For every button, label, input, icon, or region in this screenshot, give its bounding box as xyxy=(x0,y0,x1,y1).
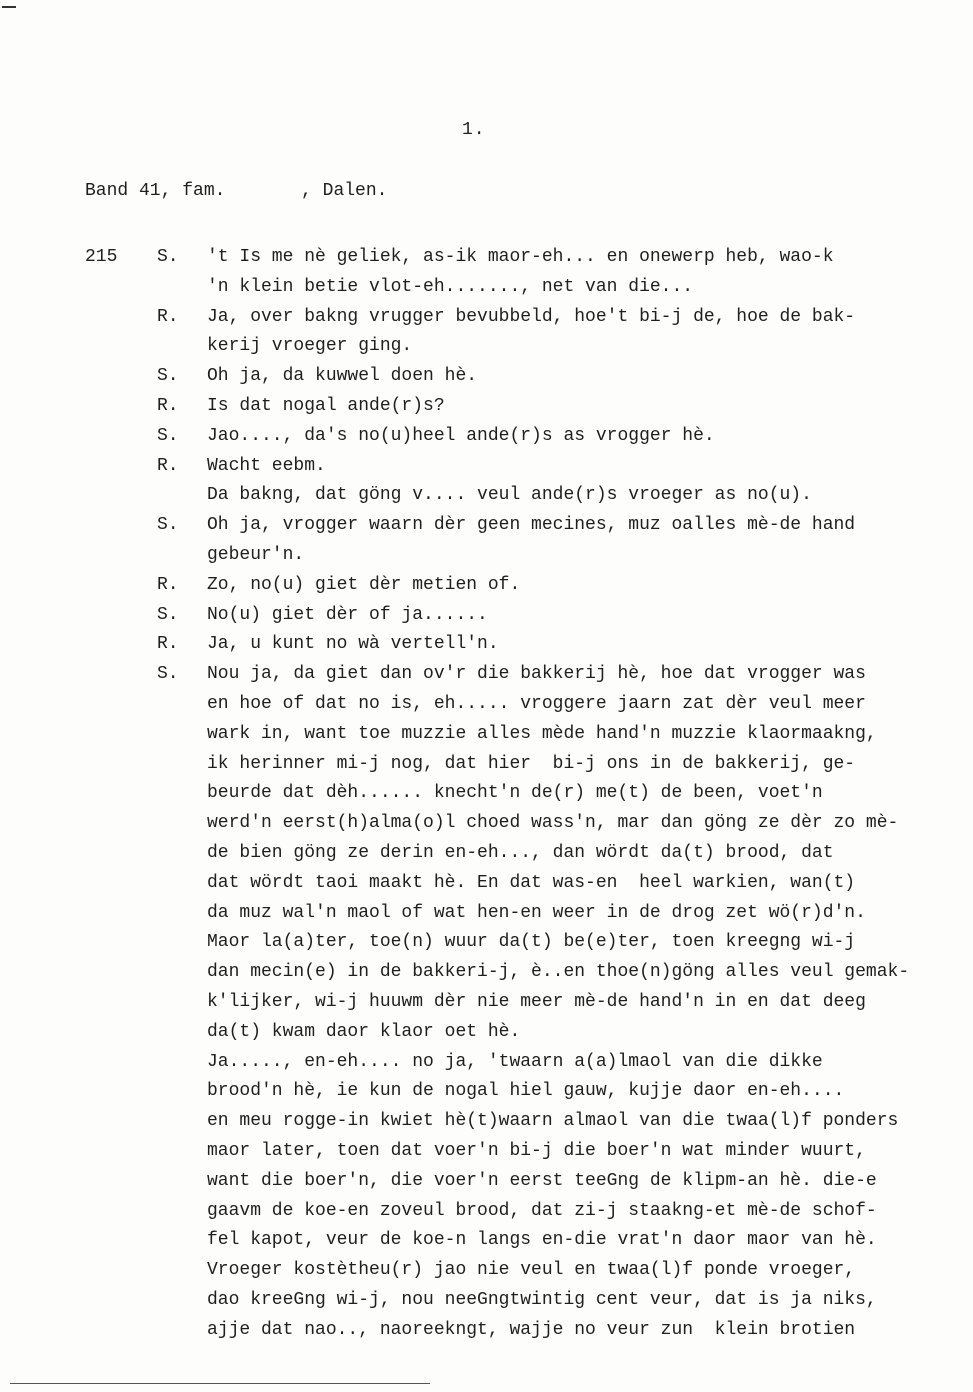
transcript-line xyxy=(85,690,955,720)
transcript-line xyxy=(85,1018,955,1048)
speaker-label: S. xyxy=(157,604,179,625)
transcript-line xyxy=(85,362,955,392)
transcript-line xyxy=(85,1137,955,1167)
document-header: Band 41, fam. , Dalen. xyxy=(85,181,388,201)
line-text: Oh ja, vrogger waarn dèr geen mecines, muz oalles mè-de hand xyxy=(207,515,856,536)
line-text: fel kapot, veur de koe-n langs en-die vrat'n daor maor van hè. xyxy=(207,1230,877,1251)
transcript-line xyxy=(85,1226,955,1256)
transcript-line xyxy=(85,779,955,809)
line-text: beurde dat dèh...... knecht'n de(r) me(t) de been, voet'n xyxy=(207,783,823,804)
speaker-label: R. xyxy=(157,574,179,595)
line-text: Wacht eebm. xyxy=(207,455,326,476)
speaker-label: S. xyxy=(157,247,179,267)
transcript-line xyxy=(85,273,955,303)
transcript-line xyxy=(85,1197,955,1227)
line-text: dan mecin(e) in de bakkeri-j, è..en thoe(n)göng alles veul gemak- xyxy=(207,962,910,983)
transcript-line xyxy=(85,422,955,452)
line-text: Maor la(a)ter, toe(n) wuur da(t) be(e)ter, toen kreegng wi-j xyxy=(207,932,856,953)
transcript-line xyxy=(85,1077,955,1107)
page-number: 1. xyxy=(462,120,486,140)
transcript-line xyxy=(85,1048,955,1078)
transcript-line xyxy=(85,1256,955,1286)
transcript-line xyxy=(85,630,955,660)
speaker-label: R. xyxy=(157,306,179,327)
line-text: da muz wal'n maol of wat hen-en weer in de drog zet wö(r)d'n. xyxy=(207,902,866,923)
line-text: 'n klein betie vlot-eh......., net van die... xyxy=(207,276,694,297)
transcript-body xyxy=(85,243,955,1345)
line-text: brood'n hè, ie kun de nogal hiel gauw, kujje daor en-eh.... xyxy=(207,1081,845,1102)
transcript-line xyxy=(85,720,955,750)
line-text: da(t) kwam daor klaor oet hè. xyxy=(207,1021,521,1042)
line-text: 't Is me nè geliek, as-ik maor-eh... en onewerp heb, wao-k xyxy=(207,247,834,267)
line-text: wark in, want toe muzzie alles mède hand'n muzzie klaormaakng, xyxy=(207,723,877,744)
transcript-line xyxy=(85,1107,955,1137)
transcript-line xyxy=(85,243,955,273)
line-text: Ja, u kunt no wà vertell'n. xyxy=(207,634,499,655)
transcript-line xyxy=(85,928,955,958)
speaker-label: R. xyxy=(157,395,179,416)
line-text: maor later, toen dat voer'n bi-j die boer'n wat minder wuurt, xyxy=(207,1140,866,1161)
line-text: gebeur'n. xyxy=(207,544,305,565)
transcript-line xyxy=(85,899,955,929)
transcript-line xyxy=(85,571,955,601)
line-text: Nou ja, da giet dan ov'r die bakkerij hè, hoe dat vrogger was xyxy=(207,664,866,685)
transcript-line xyxy=(85,660,955,690)
line-text: Ja, over bakng vrugger bevubbeld, hoe't bi-j de, hoe de bak- xyxy=(207,306,856,327)
transcript-line xyxy=(85,1167,955,1197)
line-text: Zo, no(u) giet dèr metien of. xyxy=(207,574,521,595)
transcript-line xyxy=(85,839,955,869)
line-text: Vroeger kostètheu(r) jao nie veul en twaa(l)f ponde vroeger, xyxy=(207,1260,856,1281)
line-text: Jao...., da's no(u)heel ande(r)s as vrogger hè. xyxy=(207,425,715,446)
transcript-line xyxy=(85,541,955,571)
line-text: gaavm de koe-en zoveul brood, dat zi-j staakng-et mè-de schof- xyxy=(207,1200,877,1221)
transcript-line xyxy=(85,511,955,541)
line-text: Da bakng, dat göng v.... veul ande(r)s vroeger as no(u). xyxy=(207,485,812,506)
line-text: want die boer'n, die voer'n eerst teeGng de klipm-an hè. die-e xyxy=(207,1170,877,1191)
line-text: Ja....., en-eh.... no ja, 'twaarn a(a)lmaol van die dikke xyxy=(207,1051,823,1072)
line-text: k'lijker, wi-j huuwm dèr nie meer mè-de hand'n in en dat deeg xyxy=(207,991,866,1012)
transcript-line xyxy=(85,601,955,631)
transcript-line xyxy=(85,869,955,899)
line-text: ajje dat nao.., naoreekngt, wajje no veur zun klein brotien xyxy=(207,1319,856,1340)
transcript-line xyxy=(85,392,955,422)
line-text: dat wördt taoi maakt hè. En dat was-en heel warkien, wan(t) xyxy=(207,872,856,893)
transcript-line xyxy=(85,303,955,333)
line-reference: 215 xyxy=(85,247,118,267)
speaker-label: S. xyxy=(157,515,179,536)
line-text: No(u) giet dèr of ja...... xyxy=(207,604,488,625)
speaker-label: S. xyxy=(157,425,179,446)
line-text: Is dat nogal ande(r)s? xyxy=(207,395,445,416)
speaker-label: S. xyxy=(157,664,179,685)
footer-rule xyxy=(10,1383,430,1384)
line-text: werd'n eerst(h)alma(o)l choed wass'n, mar dan göng ze dèr zo mè- xyxy=(207,813,899,834)
line-text: kerij vroeger ging. xyxy=(207,336,413,357)
line-text: en meu rogge-in kwiet hè(t)waarn almaol van die twaa(l)f ponders xyxy=(207,1111,899,1132)
line-text: en hoe of dat no is, eh..... vroggere jaarn zat dèr veul meer xyxy=(207,693,866,714)
speaker-label: S. xyxy=(157,366,179,387)
transcript-line xyxy=(85,1316,955,1346)
transcript-line xyxy=(85,481,955,511)
transcript-line xyxy=(85,988,955,1018)
transcript-line xyxy=(85,332,955,362)
speaker-label: R. xyxy=(157,455,179,476)
line-text: Oh ja, da kuwwel doen hè. xyxy=(207,366,478,387)
transcript-line xyxy=(85,452,955,482)
scan-mark xyxy=(2,6,16,8)
transcript-line xyxy=(85,958,955,988)
speaker-label: R. xyxy=(157,634,179,655)
transcript-line xyxy=(85,809,955,839)
transcript-line xyxy=(85,750,955,780)
line-text: dao kreeGng wi-j, nou neeGngtwintig cent veur, dat is ja niks, xyxy=(207,1289,877,1310)
transcript-line xyxy=(85,1286,955,1316)
line-text: ik herinner mi-j nog, dat hier bi-j ons in de bakkerij, ge- xyxy=(207,753,856,774)
line-text: de bien göng ze derin en-eh..., dan wördt da(t) brood, dat xyxy=(207,842,834,863)
